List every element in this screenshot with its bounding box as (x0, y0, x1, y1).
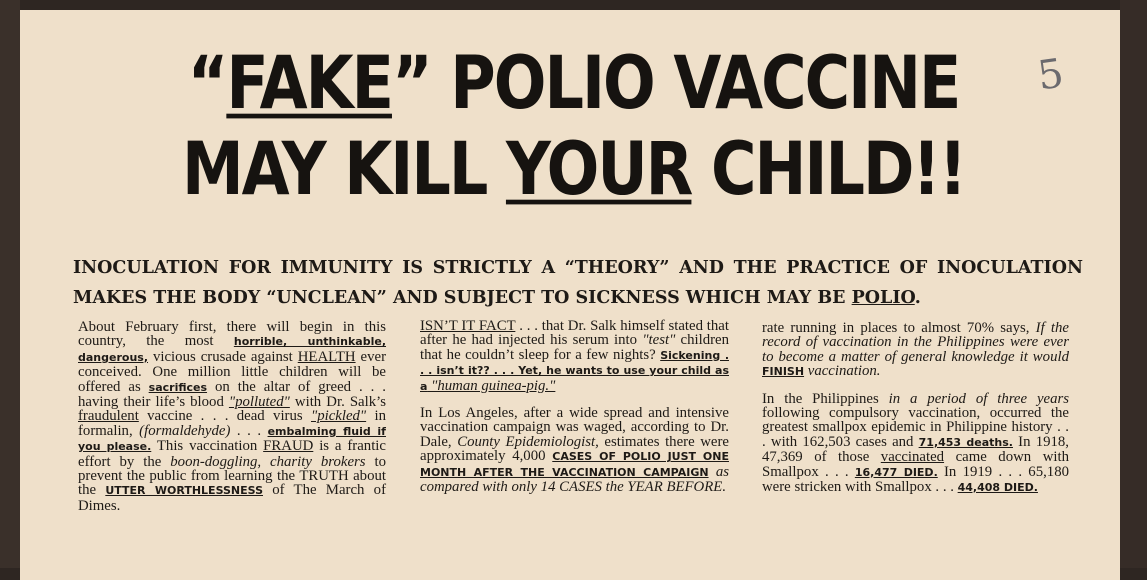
subhead-text: INOCULATION FOR IMMUNITY IS STRICTLY A “THEORY” AND THE PRACTICE OF INOCULATION MAKES THE BODY “UNCLEAN” AND SUBJECT TO SICKNESS WHICH MAY BE (73, 258, 1083, 308)
headline-rest: ” POLIO VACCINE (391, 39, 960, 126)
headline-may-kill: MAY KILL (181, 125, 506, 212)
headline-child: CHILD!! (691, 125, 965, 212)
subhead-polio: POLIO (851, 288, 915, 308)
column-3-paragraph-1: rate running in places to almost 70% says, If the record of vaccination in the Philippines were ever to become a matter of general knowledge it would FINISH vaccination. (762, 320, 1069, 380)
headline-line-2 (0, 125, 1147, 212)
article-column-3 (762, 321, 1069, 507)
column-2-paragraph-1: ISN’T IT FACT . . . that Dr. Salk himself stated that after he had injected his serum into "test" children that he couldn’t sleep for a few nights? Sickening . . . isn’t it?? . . . Yet, he wants to use your child as a "human guinea-pig." (420, 318, 730, 394)
headline-line-1 (0, 39, 1147, 126)
handwritten-page-number: 5 (1034, 50, 1067, 100)
headline-your: YOUR (505, 125, 692, 212)
subhead-end: . (914, 288, 921, 308)
article-column-1: About February first, there will begin in this country, the most horrible, unthinkable, dangerous, vicious crusade against HEALTH ever conceived. One million little children will be offered as sacrifices on the altar of greed . . . having their life’s blood "polluted" with Dr. Salk’s fraudulent vaccine . . . dead virus "pickled" in formalin, (formaldehyde) . . . embalming fluid if you please. This vaccination FRAUD is a frantic effort by the boon-doggling, charity brokers to prevent the public from learning the TRUTH about the UTTER WORTHLESSNESS of The March of Dimes. (78, 319, 387, 514)
headline-quote: “ (187, 39, 227, 126)
column-3-paragraph-2: In the Philippines in a period of three years following compulsory vaccination, occurred the greatest smallpox epidemic in Philippine history . . . with 162,503 cases and 71,453 deaths. In 1918, 47,369 of those vaccinated came down with Smallpox . . . 16,477 DIED. In 1919 . . . 65,180 were stricken with Smallpox . . . 44,408 DIED. (762, 390, 1070, 496)
article-column-2 (420, 319, 729, 506)
subheadline (73, 253, 1083, 313)
headline-fake: FAKE (226, 39, 392, 126)
column-2-paragraph-2: In Los Angeles, after a wide spread and intensive vaccination campaign was waged, according to Dr. Dale, County Epidemiologist, estimates there were approximately 4,000 CASES OF POLIO JUST ONE MONTH AFTER THE VACCINATION CAMPAIGN as compared with only 14 CASES the YEAR BEFORE. (420, 405, 729, 496)
